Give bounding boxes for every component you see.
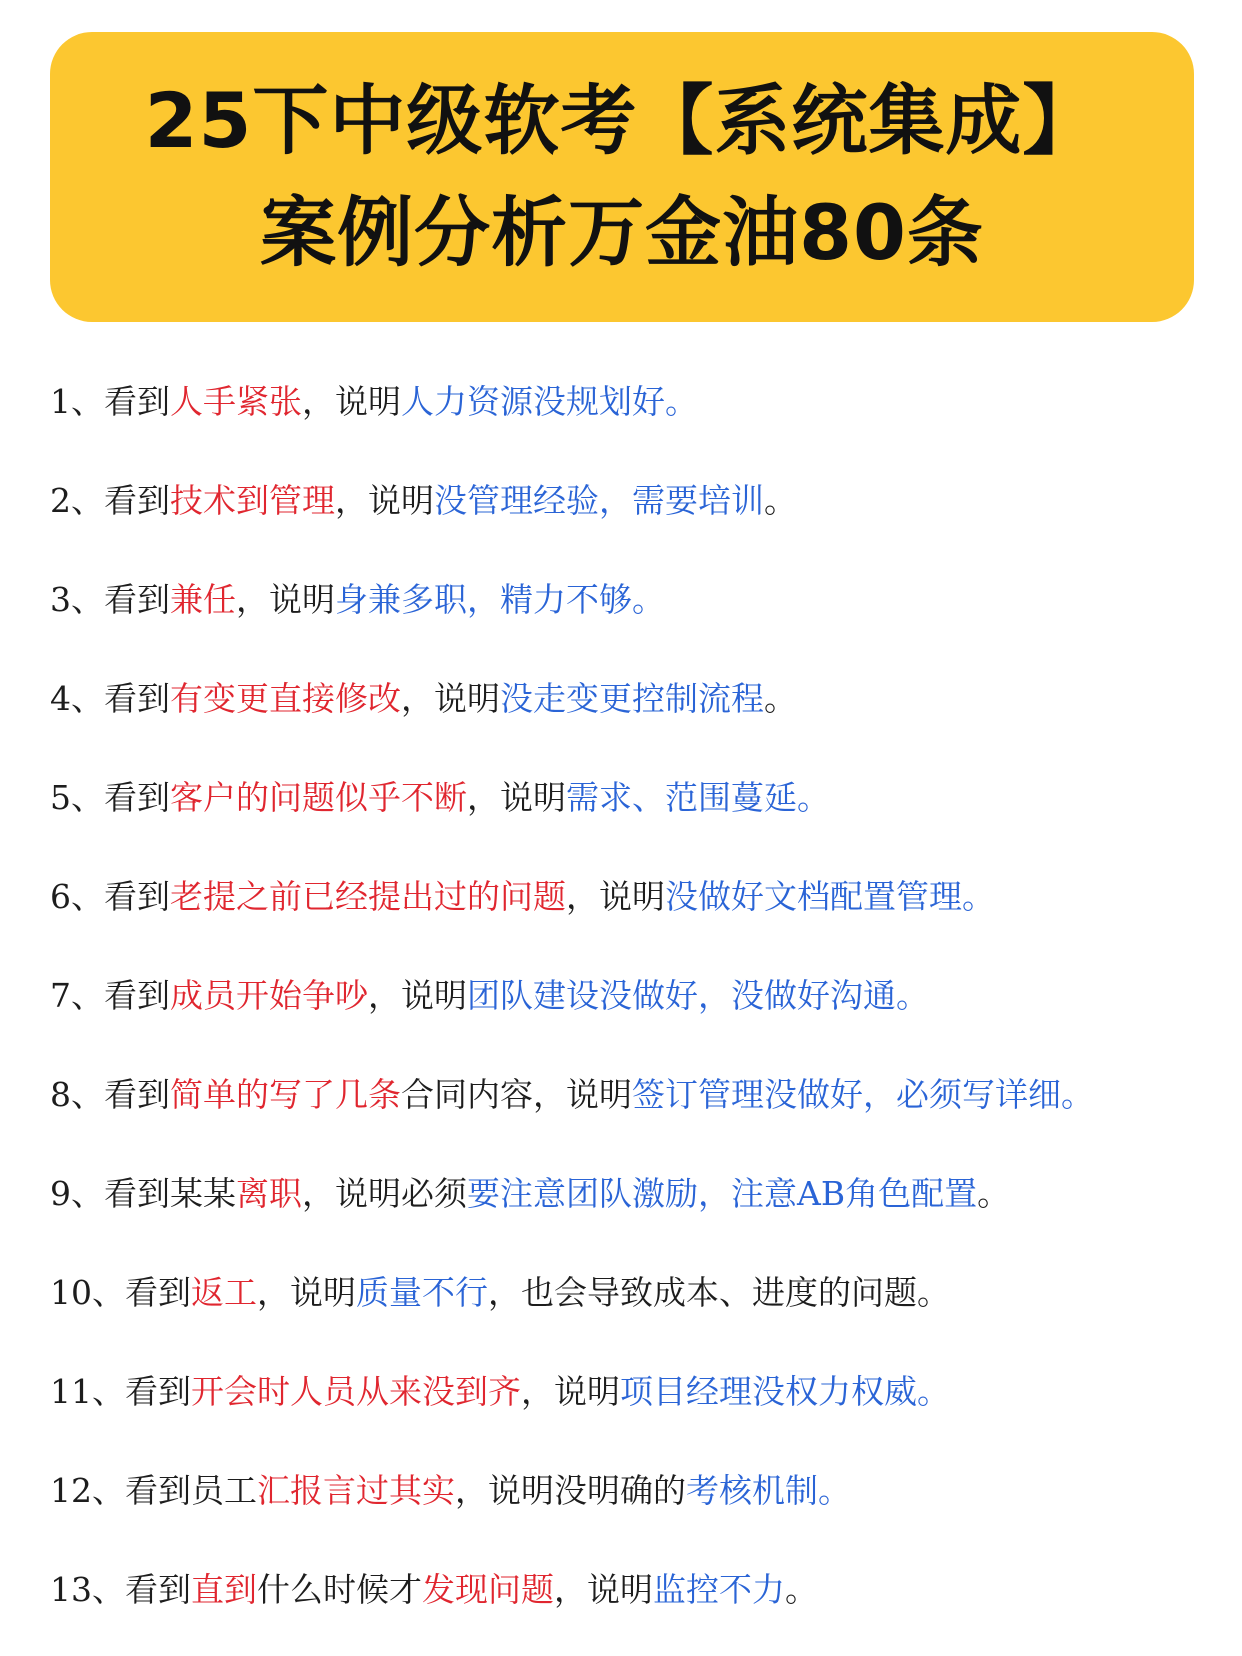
list-item: [50, 1144, 1200, 1243]
item-text: 2、看到: [50, 481, 170, 520]
list-item: [50, 946, 1200, 1045]
item-text: 4、看到: [50, 679, 170, 718]
highlight-conclusion: 没走变更控制流程: [500, 679, 764, 718]
list-item: [50, 748, 1200, 847]
item-text: ，说明: [566, 877, 665, 916]
item-text: 8、看到: [50, 1075, 170, 1114]
highlight-conclusion: 质量不行: [356, 1273, 488, 1312]
highlight-conclusion: 监控不力: [653, 1570, 785, 1609]
item-text: ，说明没明确的: [455, 1471, 686, 1510]
item-text: 13、看到: [50, 1570, 191, 1609]
item-text: ，说明必须: [302, 1174, 467, 1213]
item-text: 9、看到某某: [50, 1174, 236, 1213]
highlight-situation: 汇报言过其实: [257, 1471, 455, 1510]
highlight-conclusion: 项目经理没权力权威。: [620, 1372, 950, 1411]
item-text: 。: [764, 481, 797, 520]
tips-list: [50, 352, 1200, 1656]
item-text: 11、看到: [50, 1372, 191, 1411]
highlight-situation: 直到: [191, 1570, 257, 1609]
highlight-situation: 简单的写了几条: [170, 1075, 401, 1114]
item-text: ，说明: [401, 679, 500, 718]
title-banner: [50, 32, 1194, 322]
highlight-situation: 技术到管理: [170, 481, 335, 520]
list-item: [50, 352, 1200, 451]
highlight-conclusion: 考核机制。: [686, 1471, 851, 1510]
item-text: 5、看到: [50, 778, 170, 817]
list-item: [50, 1342, 1200, 1441]
list-item: [50, 451, 1200, 550]
list-item: [50, 649, 1200, 748]
list-item: [50, 550, 1200, 649]
item-text: ，说明: [554, 1570, 653, 1609]
list-item: [50, 1441, 1200, 1540]
item-text: 什么时候才: [257, 1570, 422, 1609]
list-item: [50, 1045, 1200, 1144]
highlight-conclusion: 没管理经验，需要培训: [434, 481, 764, 520]
item-text: ，说明: [236, 580, 335, 619]
item-text: 3、看到: [50, 580, 170, 619]
item-text: 6、看到: [50, 877, 170, 916]
item-text: 7、看到: [50, 976, 170, 1015]
highlight-situation: 有变更直接修改: [170, 679, 401, 718]
highlight-situation: 老提之前已经提出过的问题: [170, 877, 566, 916]
highlight-situation: 兼任: [170, 580, 236, 619]
item-text: ，说明: [257, 1273, 356, 1312]
list-item: [50, 847, 1200, 946]
item-text: ，也会导致成本、进度的问题。: [488, 1273, 950, 1312]
list-item: [50, 1540, 1200, 1639]
item-text: ，说明: [368, 976, 467, 1015]
item-text: 。: [977, 1174, 1011, 1213]
item-text: 10、看到: [50, 1273, 191, 1312]
list-item: [50, 1243, 1200, 1342]
highlight-situation: 离职: [236, 1174, 302, 1213]
highlight-situation: 返工: [191, 1273, 257, 1312]
highlight-situation: 成员开始争吵: [170, 976, 368, 1015]
highlight-situation: 人手紧张: [170, 382, 302, 421]
item-text: ，说明: [335, 481, 434, 520]
item-text: 。: [785, 1570, 818, 1609]
highlight-situation: 开会时人员从来没到齐: [191, 1372, 521, 1411]
item-text: ，说明: [467, 778, 566, 817]
highlight-conclusion: 签订管理没做好，必须写详细。: [632, 1075, 1094, 1114]
highlight-situation: 客户的问题似乎不断: [170, 778, 467, 817]
item-text: ，说明: [302, 382, 401, 421]
item-text: 1、看到: [50, 382, 170, 421]
item-text: 。: [764, 679, 797, 718]
title-line-1: 25下中级软考【系统集成】: [144, 76, 1100, 165]
item-text: 合同内容，说明: [401, 1075, 632, 1114]
highlight-situation: 发现问题: [422, 1570, 554, 1609]
highlight-conclusion: 团队建设没做好，没做好沟通。: [467, 976, 929, 1015]
title-line-2: 案例分析万金油80条: [260, 188, 984, 277]
highlight-conclusion: 要注意团队激励，注意AB角色配置: [467, 1174, 978, 1213]
item-text: ，说明: [521, 1372, 620, 1411]
highlight-conclusion: 需求、范围蔓延。: [566, 778, 830, 817]
highlight-conclusion: 人力资源没规划好。: [401, 382, 698, 421]
item-text: 12、看到员工: [50, 1471, 257, 1510]
highlight-conclusion: 没做好文档配置管理。: [665, 877, 995, 916]
highlight-conclusion: 身兼多职，精力不够。: [335, 580, 665, 619]
